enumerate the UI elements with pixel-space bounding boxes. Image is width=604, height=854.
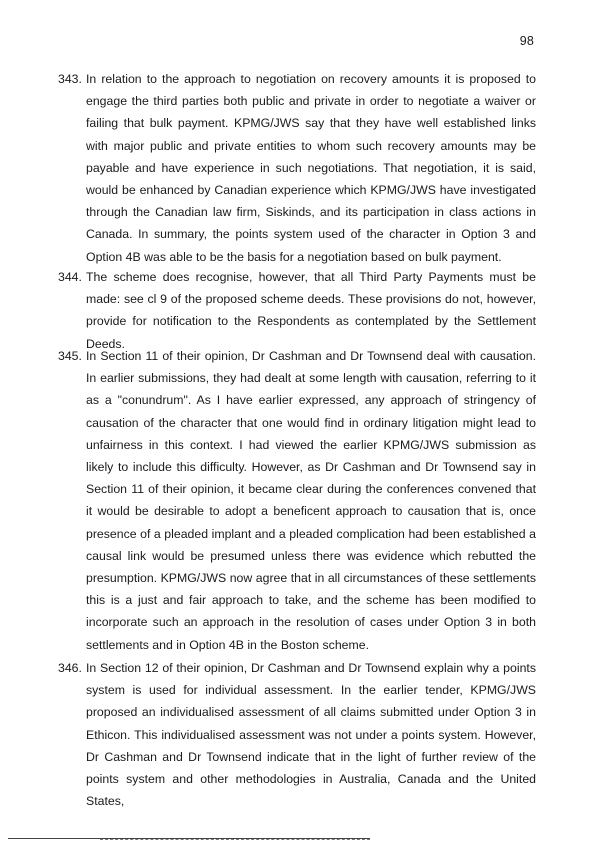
paragraph-number: 345.: [58, 349, 82, 363]
paragraph-text: In Section 11 of their opinion, Dr Cashman and Dr Townsend deal with causation. In earlier submissions, they had dealt at some length with causation, referring to it as a "conundrum". As I have earlier expressed, any approach of stringency of causation of the character that one would find in ordinary litigation might lead to unfairness in this context. I had viewed the earlier KPMG/JWS submission as likely to include this difficulty. However, as Dr Cashman and Dr Townsend say in Section 11 of their opinion, it became clear during the conferences convened that it would be desirable to adopt a beneficent approach to causation that is, once presence of a pleaded implant and a pleaded complication had been established a causal link would be presumed unless there was evidence which rebutted the presumption. KPMG/JWS now agree that in all circumstances of these settlements this is a just and fair approach to take, and the scheme has been modified to incorporate such an approach in the resolution of cases under Option 3 in both settlements and in Option 4B in the Boston scheme.: [86, 349, 536, 652]
paragraph-text: In relation to the approach to negotiation on recovery amounts it is proposed to engage the third parties both public and private in order to negotiate a waiver or failing that bulk payment. KPMG/JWS say that they have well established links with major public and private entities to whom such recovery amounts may be payable and have experience in such negotiations. That negotiation, it is said, would be enhanced by Canadian experience which KPMG/JWS have investigated through the Canadian law firm, Siskinds, and its participation in class actions in Canada. In summary, the points system used of the character in Option 3 and Option 4B was able to be the basis for a negotiation based on bulk payment.: [86, 72, 536, 264]
paragraph-346: [58, 657, 536, 812]
footer-divider-dashed: [100, 839, 370, 840]
paragraph-345: [58, 345, 536, 656]
paragraph-343: [58, 68, 536, 268]
paragraph-number: 346.: [58, 661, 82, 675]
paragraph-text: In Section 12 of their opinion, Dr Cashman and Dr Townsend explain why a points system is used for individual assessment. In the earlier tender, KPMG/JWS proposed an individualised assessment of all claims submitted under Option 3 in Ethicon. This individualised assessment was not under a points system. However, Dr Cashman and Dr Townsend indicate that in the light of further review of the points system and other methodologies in Australia, Canada and the United States,: [86, 661, 536, 809]
paragraph-text: The scheme does recognise, however, that all Third Party Payments must be made: see cl 9 of the proposed scheme deeds. These provisions do not, however, provide for notification to the Respondents as contemplated by the Settlement Deeds.: [86, 270, 536, 351]
page-number: 98: [519, 34, 534, 48]
paragraph-number: 344.: [58, 270, 82, 284]
paragraph-number: 343.: [58, 72, 82, 86]
paragraph-344: [58, 266, 536, 355]
